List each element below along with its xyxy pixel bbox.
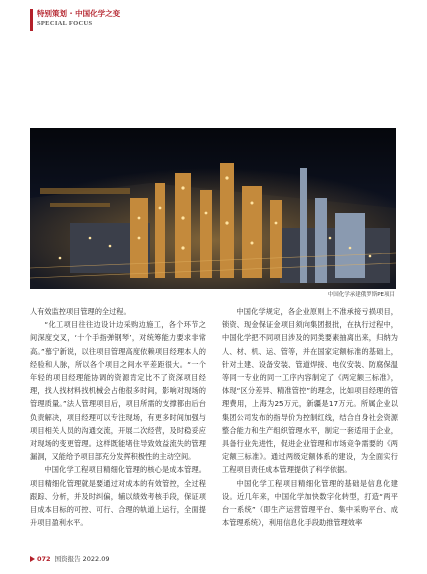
section-header: [30, 9, 120, 31]
photo-caption: 中国化学承建俄罗斯PE项目: [327, 292, 395, 298]
right-column: [222, 305, 398, 529]
refinery-illustration: [30, 128, 396, 289]
paragraph: 中国化学规定，各企业原则上不准承接亏损项目，锁资、现金保证金项目须向集团报批，在执行过程中，中国化学把不同项目涉及的同类要素抽离出来，归纳为人、材、机、运、管等，并在国家定额标准的基础上，针对土建、设备安装、管道焊接、电仪安装、防腐保温等同一专业的同一工序内容制定了《两定额三标准》，体现“区分差异、精准管控”的理念，比如项目经理的管理费用，上海为25万元，新疆是17万元。所属企业以集团公司发布的指导价为控制红线，结合自身社会资源整合能力和生产组织管理水平，制定一套适用于企业，具备行业先进性，促进企业管理和市场竞争需要的《两定额三标准》。通过两级定额体系的建设，为全面实行工程项目责任成本管理提供了科学依据。: [222, 307, 398, 475]
section-title-en: SPECIAL FOCUS: [37, 20, 93, 27]
magazine-issue: 国资报告 2022.09: [54, 555, 110, 563]
paragraph: 人有效监控项目管理的全过程。: [30, 307, 131, 316]
header-accent-bar: [30, 9, 33, 31]
left-column: [30, 305, 206, 529]
paragraph: “化工项目往往边设计边采购边施工，各个环节之间深度交叉，‘十个手指弹钢琴’，对统筹能力要求非常高。”慕宁新说，以往项目管理高度依赖项目经理本人的经验和人脉，所以各个项目之间水平差距很大。“一个年轻的项目经理能协调的资源肯定比不了资深项目经理，找人找材料找机械会占他很多时间，影响对现场的管理质量。”法人管理项目后，项目所需的支撑都由后台负责解决，项目经理可以专注现场，有更多时间加强与项目相关人员的沟通交流，开展二次经营，及时稳妥应对现场的变更管理。这样既能堵住导致效益流失的管理漏洞，又能给予项目部充分发挥积极性的主动空间。: [30, 320, 206, 462]
header-text: [37, 9, 120, 28]
page-footer: [30, 554, 110, 563]
paragraph: 中国化学工程项目精细化管理的基础是信息化建设。近几年来，中国化学加快数字化转型，打造“两平台一系统”（即生产运营管理平台、集中采购平台、成本管理系统），利用信息化手段助推管理效率: [222, 478, 398, 528]
section-title-cn: 特别策划 · 中国化学之变: [37, 9, 121, 18]
page-arrow-icon: [30, 556, 35, 562]
paragraph: 中国化学工程项目精细化管理的核心是成本管理。项目精细化管理就是要通过对成本的有效管控，全过程跟踪、分析，并及时纠偏，辅以绩效考核手段，保证项目成本目标的可控、可行、合理的轨道上运行，全面提升项目盈利水平。: [30, 465, 206, 528]
page-number: 072: [37, 554, 51, 563]
refinery-night-photo: [30, 128, 396, 289]
